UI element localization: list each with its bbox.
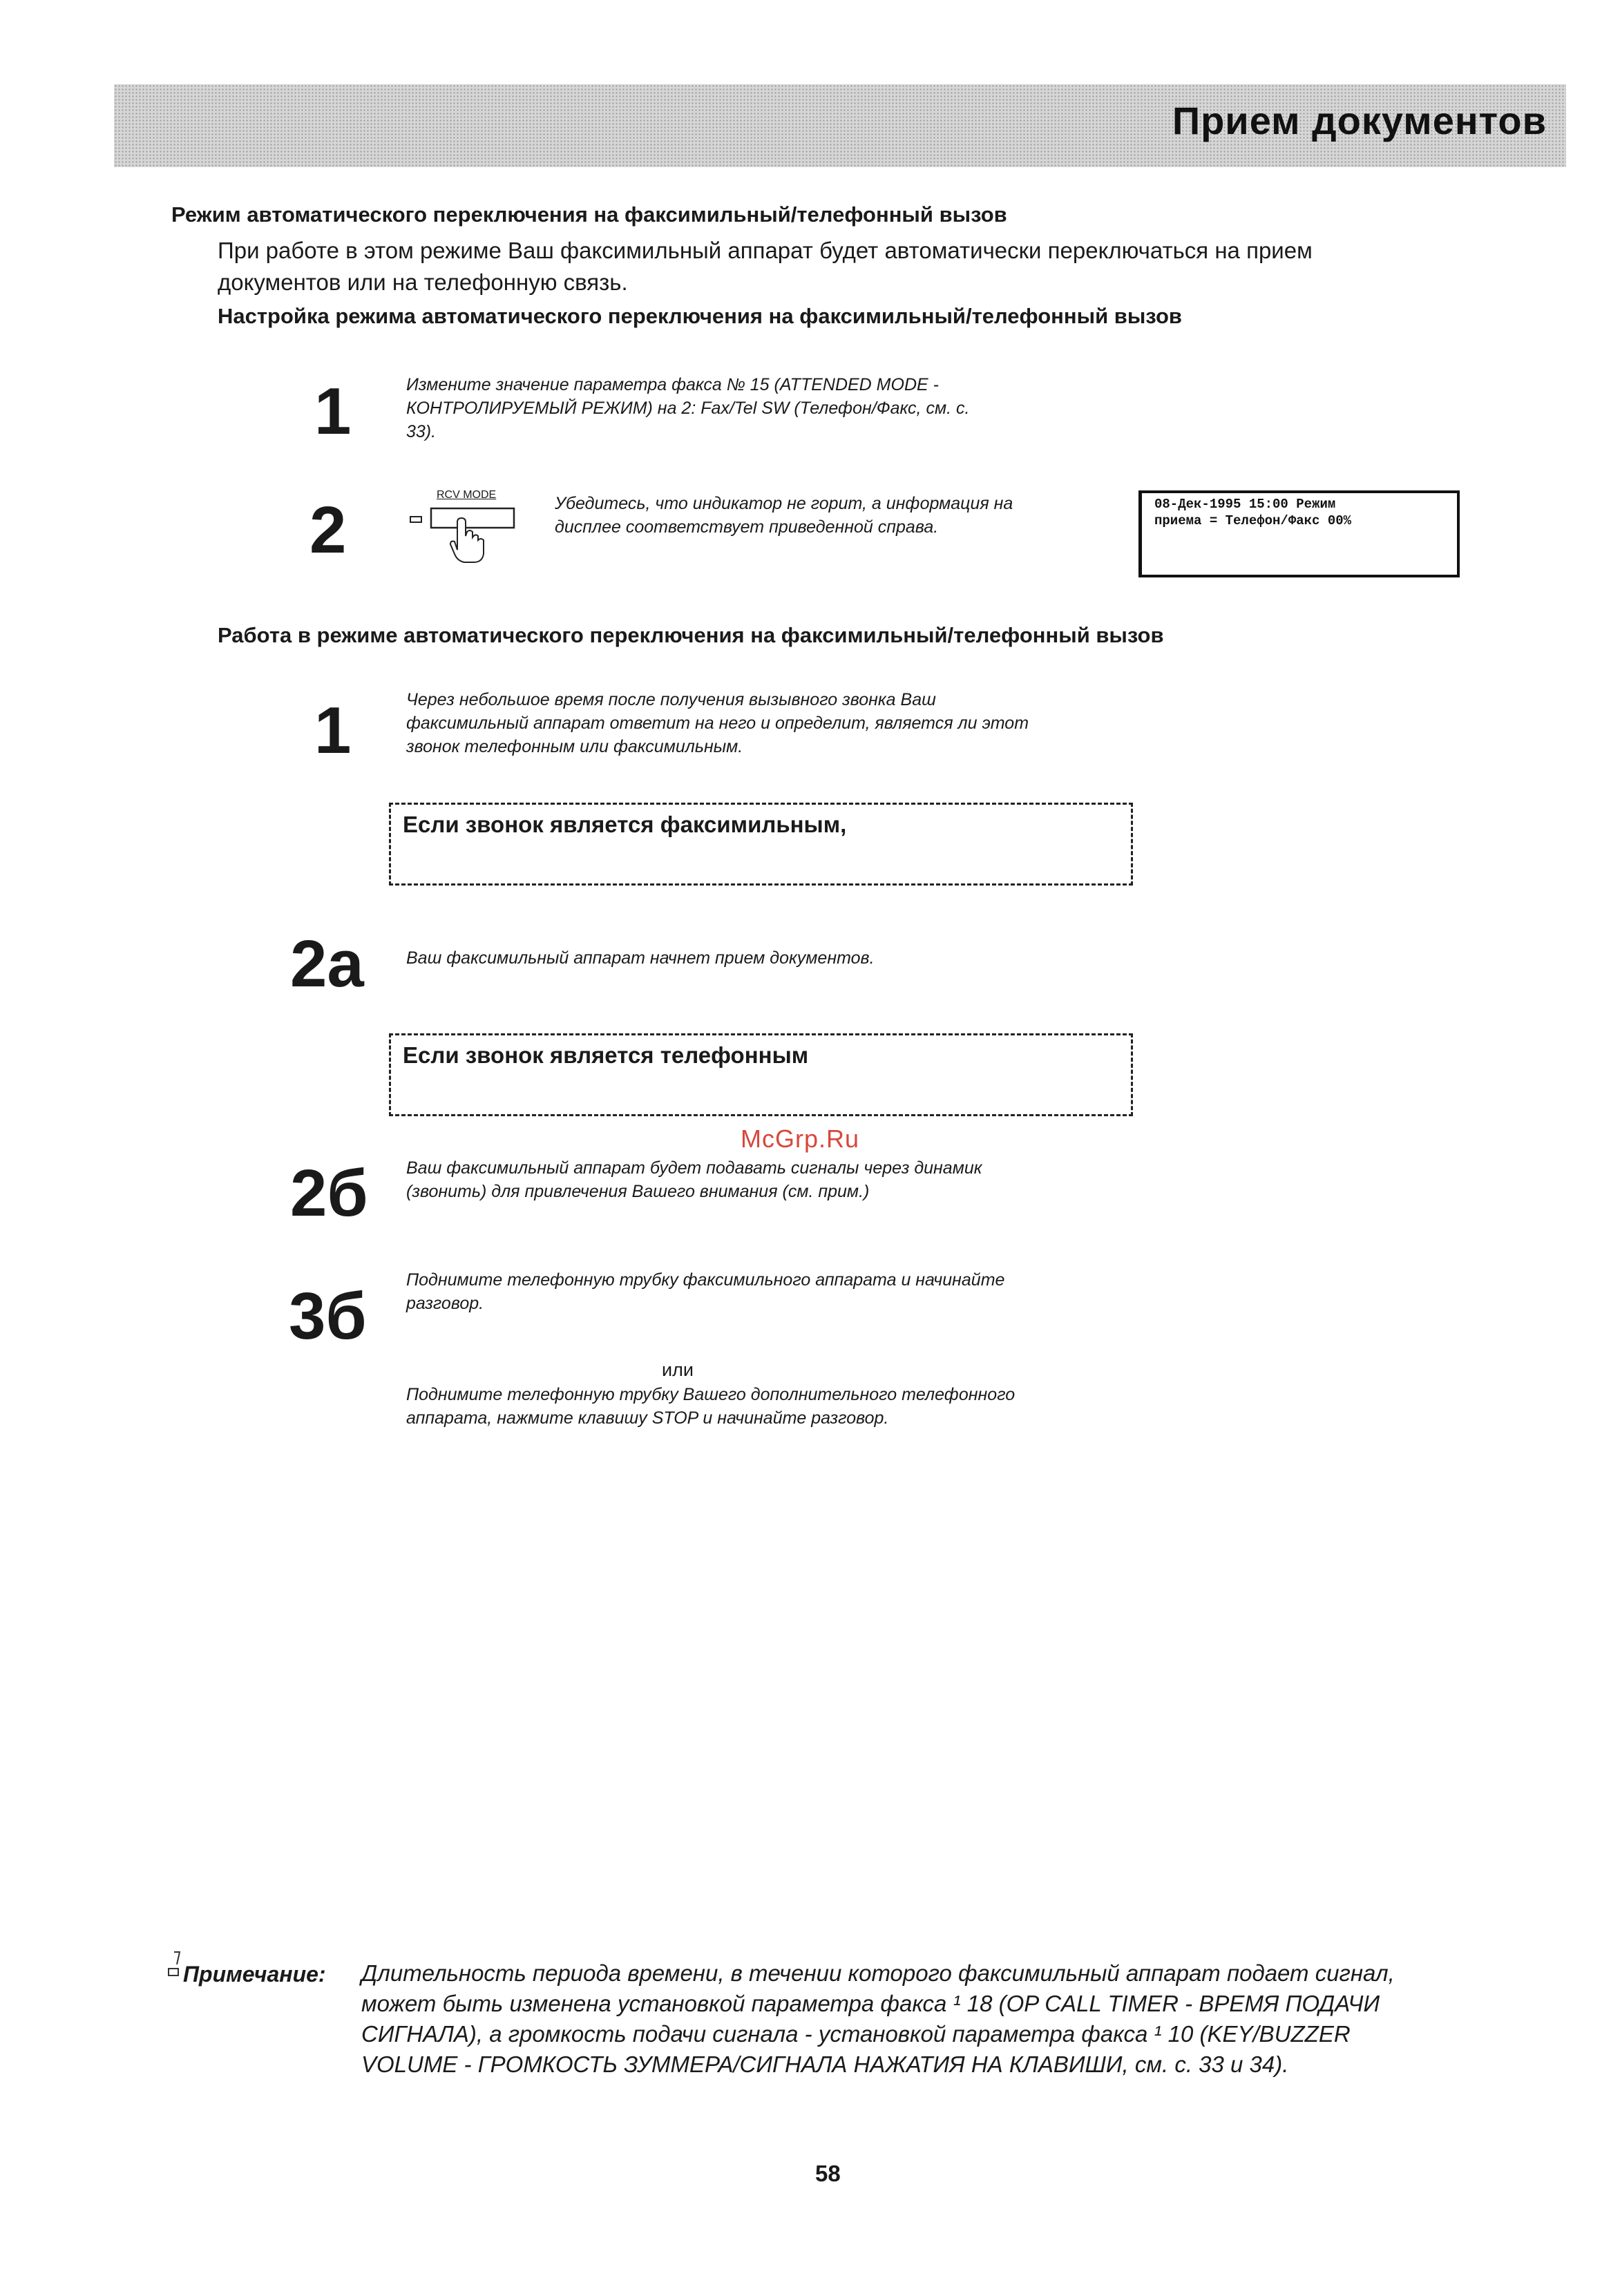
setup-step2-line2: дисплее соответствует приведенной справа. xyxy=(555,517,939,537)
operation-step2b-text xyxy=(406,1156,982,1203)
operation-step2b-line1: Ваш факсимильный аппарат будет подавать сигналы через динамик xyxy=(406,1158,982,1178)
setup-step1-text xyxy=(406,373,969,443)
operation-step1-text xyxy=(406,688,1029,758)
section1-heading: Режим автоматического переключения на факсимильный/телефонный вызов xyxy=(171,202,1007,227)
operation-step1-line2: факсимильный аппарат ответит на него и определит, является ли этот xyxy=(406,714,1029,733)
lcd-display xyxy=(1138,490,1460,577)
operation-step2a-number: 2а xyxy=(290,927,364,1001)
operation-step1-line1: Через небольшое время после получения вызывного звонка Ваш xyxy=(406,690,936,709)
lcd-line2: приема = Телефон/Факс 00% xyxy=(1154,513,1352,528)
note-line4: VOLUME - ГРОМКОСТЬ ЗУММЕРА/СИГНАЛА НАЖАТИЯ НА КЛАВИШИ, см. с. 33 и 34). xyxy=(361,2051,1289,2077)
setup-step1-line1: Измените значение параметра факса № 15 (ATTENDED MODE - xyxy=(406,375,939,394)
fax-call-box xyxy=(389,803,1133,886)
section1-intro-line2: документов или на телефонную связь. xyxy=(218,269,628,295)
watermark: McGrp.Ru xyxy=(741,1125,860,1153)
alternative-line2: аппарата, нажмите клавишу STOP и начинайте разговор. xyxy=(406,1408,889,1428)
header-banner xyxy=(114,84,1566,167)
note-label: Примечание: xyxy=(183,1962,326,1987)
setup-step1-line3: 33). xyxy=(406,422,437,441)
setup-step2-text xyxy=(555,492,1013,539)
lcd-line1: 08-Дек-1995 15:00 Режим xyxy=(1154,497,1336,512)
fax-call-label: Если звонок является факсимильным, xyxy=(403,812,847,837)
page-title: Прием документов xyxy=(1172,99,1547,142)
rcv-mode-button-illustration xyxy=(409,489,526,565)
operation-step1-number: 1 xyxy=(314,693,352,767)
alternative-line1: Поднимите телефонную трубку Вашего дополнительного телефонного xyxy=(406,1385,1016,1404)
setup-step2-line1: Убедитесь, что индикатор не горит, а информация на xyxy=(555,494,1013,513)
setup-step2-number: 2 xyxy=(309,493,347,567)
operation-step3b-line2: разговор. xyxy=(406,1294,484,1313)
operation-step2a-text: Ваш факсимильный аппарат начнет прием документов. xyxy=(406,948,875,968)
note-text xyxy=(361,1958,1395,2080)
or-label: или xyxy=(662,1359,694,1380)
setup-step1-line2: КОНТРОЛИРУЕМЫЙ РЕЖИМ) на 2: Fax/Tel SW (Телефон/Факс, см. с. xyxy=(406,399,970,418)
phone-call-label: Если звонок является телефонным xyxy=(403,1042,809,1068)
note-line1: Длительность периода времени, в течении которого факсимильный аппарат подает сигнал, xyxy=(361,1960,1395,1986)
operation-step2b-line2: (звонить) для привлечения Вашего внимания (см. прим.) xyxy=(406,1182,870,1201)
page-number: 58 xyxy=(815,2161,841,2186)
note-line2: может быть изменена установкой параметра факса ¹ 18 (OP CALL TIMER - ВРЕМЯ ПОДАЧИ xyxy=(361,1991,1380,2016)
rcv-mode-label: RCV MODE xyxy=(437,489,497,501)
operation-step1-line3: звонок телефонным или факсимильным. xyxy=(406,737,743,756)
section1-subheading: Настройка режима автоматического переключения на факсимильный/телефонный вызов xyxy=(218,304,1182,328)
operation-step2b-number: 2б xyxy=(290,1156,368,1230)
operation-step3b-number: 3б xyxy=(289,1279,367,1353)
alternative-text xyxy=(406,1383,1015,1430)
operation-step3b-text xyxy=(406,1268,1004,1315)
setup-step1-number: 1 xyxy=(314,374,352,448)
hand-pressing-button-icon xyxy=(409,501,526,565)
section2-heading: Работа в режиме автоматического переключения на факсимильный/телефонный вызов xyxy=(218,623,1164,647)
phone-call-box xyxy=(389,1033,1133,1116)
operation-step3b-line1: Поднимите телефонную трубку факсимильного аппарата и начинайте xyxy=(406,1270,1005,1290)
section1-intro-line1: При работе в этом режиме Ваш факсимильный аппарат будет автоматически переключаться на прием xyxy=(218,238,1313,263)
note-line3: СИГНАЛА), а громкость подачи сигнала - установкой параметра факса ¹ 10 (KEY/BUZZER xyxy=(361,2021,1351,2047)
